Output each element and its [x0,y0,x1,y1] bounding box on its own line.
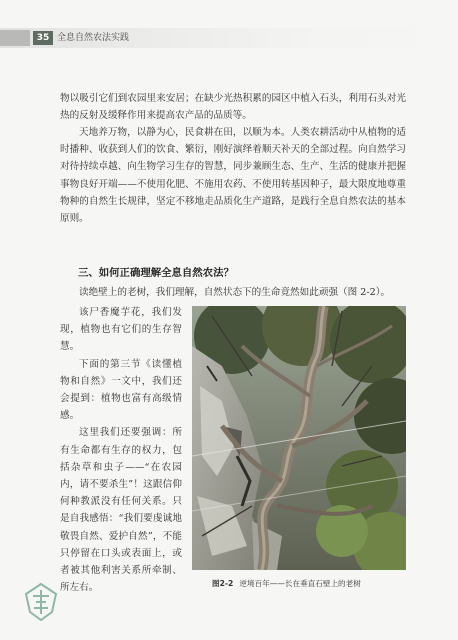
figure-caption-text: 逆境百年——长在垂直石壁上的老树 [239,579,361,588]
figure-number: 图2-2 [212,579,234,588]
tree-cliff-illustration [192,306,406,570]
column-paragraph-3: 这里我们还要强调：所有生命都有生存的权力，包括杂草和虫子——“在农园内，请不要杀生”！这跟信仰何种教派没有任何关系。只是自我感悟：“我们要虔诚地敬畏自然、爱护自然”，不能只停留在口头或表面上，或者被其他利害关系所牵制、所左右。 [60,427,182,594]
running-title: 全息自然农法实践 [57,33,130,43]
figure-photo-tree-on-cliff [192,306,406,570]
text-column [60,304,182,596]
column-paragraph-1: 该尸香魔芋花，我们发现，植物也有它们的生存智慧。 [60,307,182,353]
page-number: 35 [33,31,53,45]
column-paragraph-2: 下面的第三节《读懂植物和自然》一文中，我们还会提到：植物也富有高级情感。 [60,358,182,422]
watermark-stamp-icon [24,582,58,622]
header-tab [0,30,30,46]
paragraph-2: 天地养万物，以静为心，民食耕在田，以顺为本。人类农耕活动中从植物的适时播种、收获到人们的饮食、繁衍，刚好演绎着顺天补天的全部过程。向自然学习对待持续卓越、向生物学习生存的智慧，同步兼顾生态、生产、生活的健康并把握事物良好开端——不使用化肥、不施用农药、不使用转基因种子，最大限度地尊重物种的自然生长规律，坚定不移地走品质化生产道路，是践行全息自然农法的基本原则。 [60,127,406,225]
figure-caption [212,578,361,589]
paragraph-1: 物以吸引它们到农园里来安居；在缺少光热积累的园区中植入石头，利用石头对光热的反射及缓释作用来提高农产品的品质等。 [60,93,406,122]
paragraph-3: 读绝壁上的老树，我们理解，自然状态下的生命竟然如此顽强（图 2-2）。 [79,287,391,298]
section-heading: 三、如何正确理解全息自然农法？ [78,267,234,279]
